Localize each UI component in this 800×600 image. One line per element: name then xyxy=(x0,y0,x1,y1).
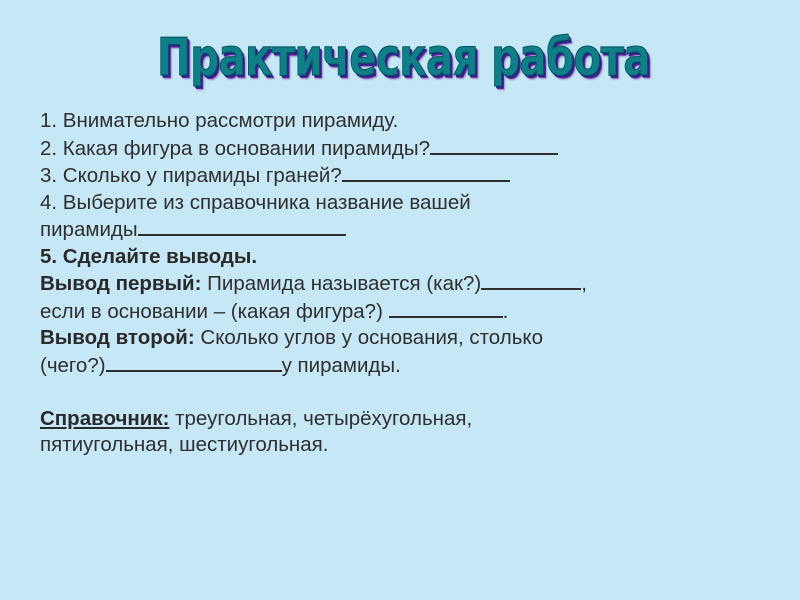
conclusion-1-cont xyxy=(40,298,760,326)
conclusion-1-label: Вывод первый: xyxy=(40,272,202,295)
page-title: Практическая работа xyxy=(157,28,650,88)
answer-blank-3 xyxy=(342,162,510,182)
conclusion-1-text-c: если в основании – (какая фигура?) xyxy=(40,299,389,323)
reference-cont xyxy=(40,432,760,459)
conclusion-2-text-a: Сколько углов у основания, столько xyxy=(194,326,543,349)
answer-blank-c2 xyxy=(106,352,282,372)
task-3-text: 3. Сколько у пирамиды граней? xyxy=(40,164,342,187)
conclusion-2-text-c: у пирамиды. xyxy=(281,353,401,377)
task-4-cont xyxy=(40,216,760,244)
task-5 xyxy=(40,244,760,271)
task-5-text: 5. Сделайте выводы. xyxy=(40,244,258,268)
conclusion-2 xyxy=(40,325,760,352)
task-4-text-line1: 4. Выберите из справочника название вашей xyxy=(40,190,471,214)
spacer xyxy=(40,379,760,406)
answer-blank-2 xyxy=(430,135,558,155)
reference-text-b: пятиугольная, шестиугольная. xyxy=(40,433,329,456)
task-2-text: 2. Какая фигура в основании пирамиды? xyxy=(40,136,431,160)
reference xyxy=(40,406,760,433)
conclusion-2-label: Вывод второй: xyxy=(40,326,195,349)
conclusion-2-cont xyxy=(40,352,760,380)
conclusion-1-text-b: , xyxy=(581,272,587,295)
task-4 xyxy=(40,190,760,217)
answer-blank-c1a xyxy=(481,270,581,290)
task-1 xyxy=(40,108,760,135)
answer-blank-c1b xyxy=(389,298,503,318)
answer-blank-4 xyxy=(138,216,346,236)
worksheet-body xyxy=(40,108,760,459)
task-3 xyxy=(40,162,760,190)
task-1-text: 1. Внимательно рассмотри пирамиду. xyxy=(40,109,399,132)
task-2 xyxy=(40,135,760,163)
conclusion-1-text-d: . xyxy=(502,299,509,323)
reference-label: Справочник: xyxy=(40,406,170,430)
conclusion-1 xyxy=(40,270,760,298)
reference-text-a: треугольная, четырёхугольная, xyxy=(169,406,473,430)
conclusion-1-text-a: Пирамида называется (как?) xyxy=(201,272,482,295)
conclusion-2-text-b: (чего?) xyxy=(40,353,106,377)
task-4-text-line2: пирамиды xyxy=(40,218,138,241)
